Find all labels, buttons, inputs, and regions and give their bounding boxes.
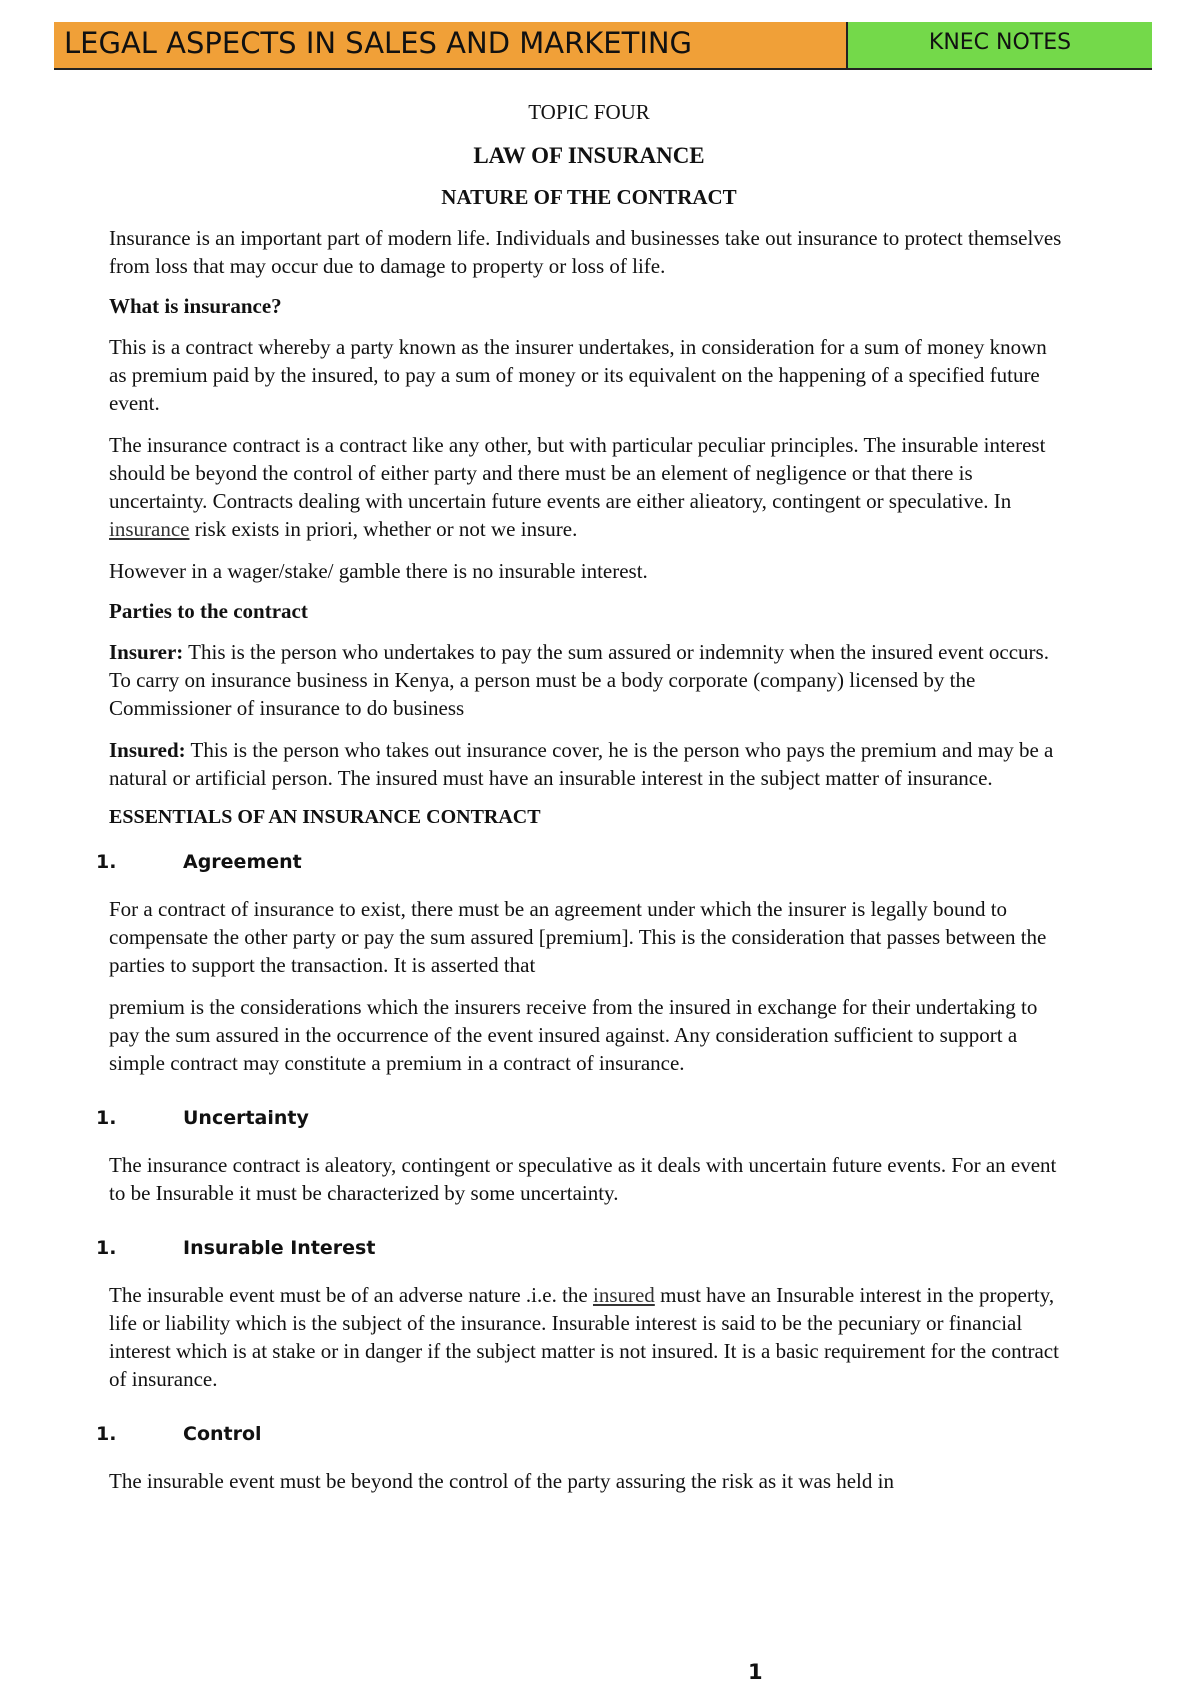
insurer-label: Insurer:	[109, 640, 184, 664]
essential-title: Insurable Interest	[183, 1237, 376, 1259]
wager-paragraph: However in a wager/stake/ gamble there is no insurable interest.	[109, 559, 648, 583]
agreement-paragraph-2: premium is the considerations which the insurers receive from the insured in exchange for their undertaking to pay the sum assured in the occurrence of the event insured against. Any consideration sufficient to support a simple contract may constitute a premium in a contract of insurance.	[109, 995, 1038, 1075]
agreement-paragraph-1: For a contract of insurance to exist, there must be an agreement under which the insurer is legally bound to compensate the other party or pay the sum assured [premium]. This is the consideration that passes between the parties to support the transaction. It is asserted that	[109, 897, 1047, 977]
insurable-interest-paragraph	[109, 1281, 1069, 1393]
insurable-interest-text-start: The insurable event must be of an adverse nature .i.e. the	[109, 1283, 593, 1307]
section-title: NATURE OF THE CONTRACT	[441, 185, 737, 209]
essential-number: 1.	[96, 1237, 117, 1259]
insurable-interest-text-end: must have an Insurable interest in the property, life or liability which is the subject of the insurance. Insurable interest is said to be the pecuniary or financial interest which is at stake or in danger if the subject matter is not insured. It is a basic requirement for the contract of insurance.	[109, 1283, 1059, 1391]
insured-link[interactable]: insured	[592, 1283, 655, 1307]
insurance-link[interactable]: insurance	[109, 517, 190, 541]
control-paragraph: The insurable event must be beyond the control of the party assuring the risk as it was held in	[109, 1469, 894, 1493]
essential-number: 1.	[96, 851, 117, 873]
uncertainty-paragraph: The insurance contract is aleatory, contingent or speculative as it deals with uncertain future events. For an event to be Insurable it must be characterized by some uncertainty.	[109, 1153, 1057, 1205]
essential-title: Uncertainty	[183, 1107, 309, 1129]
what-is-insurance-heading: What is insurance?	[109, 294, 282, 318]
header-title: LEGAL ASPECTS IN SALES AND MARKETING	[64, 26, 693, 60]
essential-number: 1.	[96, 1423, 117, 1445]
essential-number: 1.	[96, 1107, 117, 1129]
page-number: 1	[748, 1660, 763, 1684]
parties-heading: Parties to the contract	[109, 599, 308, 623]
page-header	[54, 22, 1152, 70]
insured-text: This is the person who takes out insurance cover, he is the person who pays the premium and may be a natural or artificial person. The insured must have an insurable interest in the subject matter of insurance.	[109, 738, 1054, 790]
essential-heading-uncertainty	[96, 1107, 1069, 1129]
insurer-paragraph	[109, 638, 1069, 722]
header-tag-bar	[848, 22, 1152, 68]
topic-title: LAW OF INSURANCE	[473, 143, 705, 168]
essential-title: Control	[183, 1423, 262, 1445]
principles-paragraph	[109, 431, 1069, 543]
essential-heading-control	[96, 1423, 1069, 1445]
topic-label: TOPIC FOUR	[528, 100, 650, 124]
essential-title: Agreement	[183, 851, 302, 873]
essentials-heading: ESSENTIALS OF AN INSURANCE CONTRACT	[109, 806, 541, 828]
essential-heading-agreement	[96, 851, 1069, 873]
insurer-text: This is the person who undertakes to pay the sum assured or indemnity when the insured event occurs. To carry on insurance business in Kenya, a person must be a body corporate (company) licensed by the Commissioner of insurance to do business	[109, 640, 1049, 720]
insured-paragraph	[109, 736, 1069, 792]
insured-label: Insured:	[109, 738, 186, 762]
principles-text-end: risk exists in priori, whether or not we insure.	[189, 517, 578, 541]
header-tag: KNEC NOTES	[928, 30, 1072, 55]
definition-paragraph: This is a contract whereby a party known as the insurer undertakes, in consideration for a sum of money known as premium paid by the insured, to pay a sum of money or its equivalent on the happening of a specified future event.	[109, 335, 1047, 415]
intro-paragraph: Insurance is an important part of modern life. Individuals and businesses take out insurance to protect themselves from loss that may occur due to damage to property or loss of life.	[109, 226, 1062, 278]
essential-heading-insurable-interest	[96, 1237, 1069, 1259]
header-title-bar	[54, 22, 848, 68]
principles-text-start: The insurance contract is a contract like any other, but with particular peculiar principles. The insurable interest should be beyond the control of either party and there must be an element of negligence or that there is uncertainty. Contracts dealing with uncertain future events are either alieatory, contingent or speculative. In	[109, 433, 1046, 513]
document-body	[96, 100, 1069, 1509]
